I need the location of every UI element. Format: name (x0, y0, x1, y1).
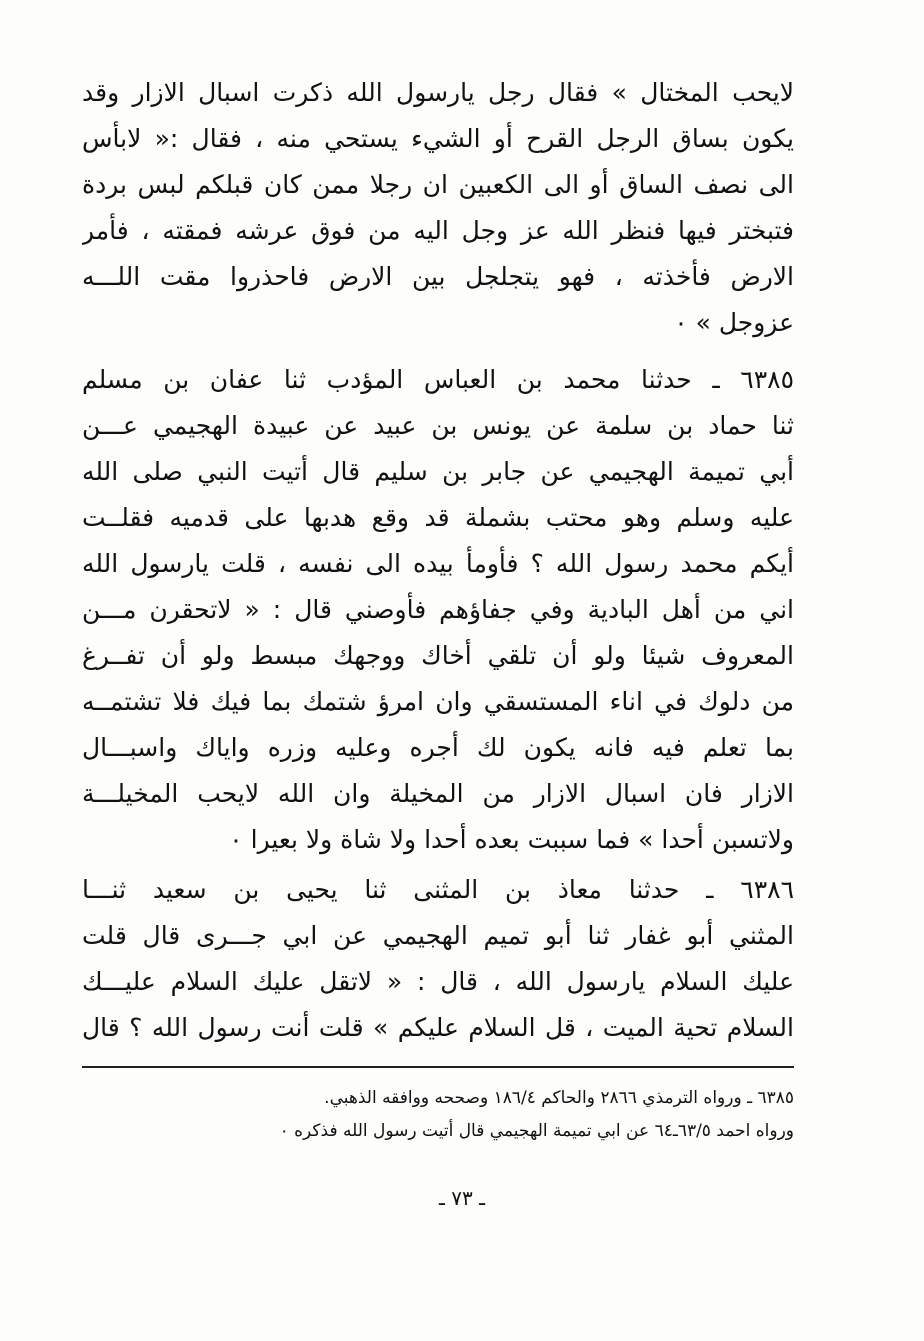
text-line: عزوجل » ٠ (674, 308, 794, 337)
text-line: ٦٣٨٦ ـ حدثنا معاذ بن المثنى ثنا يحيى بن سعيد ثنـــا (82, 875, 794, 904)
text-line: يكون بساق الرجل القرح أو الشيء يستحي منه ، فقال :« لابأس (82, 124, 794, 153)
text-line: ثنا حماد بن سلمة عن يونس بن عبيد عن عبيدة الهجيمي عـــن (82, 411, 794, 440)
text-line: ٦٣٨٥ ـ حدثنا محمد بن العباس المؤدب ثنا عفان بن مسلم (82, 365, 794, 394)
text-line: اني من أهل البادية وفي جفاؤهم فأوصني قال : « لاتحقرن مـــن (82, 595, 794, 624)
footnote-line: ورواه احمد ٦٣/٥ـ٦٤ عن ابي تميمة الهجيمي قال أتيت رسول الله فذكره ٠ (279, 1121, 794, 1141)
hadith-6385 (82, 357, 794, 863)
footnote-line: ٦٣٨٥ ـ ورواه الترمذي ٢٨٦٦ والحاكم ١٨٦/٤ وصححه ووافقه الذهبي. (324, 1088, 794, 1108)
text-line: أيكم محمد رسول الله ؟ فأومأ بيده الى نفسه ، قلت يارسول الله (82, 549, 794, 578)
hadith-6386 (82, 867, 794, 1051)
footnote-divider (82, 1066, 794, 1068)
text-line: الازار فان اسبال الازار من المخيلة وان الله لايحب المخيلـــة (82, 779, 794, 808)
text-line: السلام تحية الميت ، قل السلام عليكم » قلت أنت رسول الله ؟ قال (82, 1013, 794, 1042)
text-line: فتبختر فيها فنظر الله عز وجل اليه من فوق عرشه فمقته ، فأمر (82, 216, 794, 245)
text-line: ولاتسبن أحدا » فما سببت بعده أحدا ولا شاة ولا بعيرا ٠ (229, 825, 794, 854)
text-line: أبي تميمة الهجيمي عن جابر بن سليم قال أتيت النبي صلى الله (82, 457, 794, 486)
text-line: بما تعلم فيه فانه يكون لك أجره وعليه وزره واياك واسبـــال (82, 733, 794, 762)
footnotes (82, 1082, 794, 1148)
text-line: الارض فأخذته ، فهو يتجلجل بين الارض فاحذروا مقت اللـــه (82, 262, 794, 291)
text-line: المثني أبو غفار ثنا أبو تميم الهجيمي عن ابي جـــرى قال قلت (82, 921, 794, 950)
text-line: عليه وسلم وهو محتب بشملة قد وقع هدبها على قدميه فقلــت (82, 503, 794, 532)
page-number: ـ ٧٣ ـ (439, 1186, 485, 1210)
paragraph-continuation (82, 70, 794, 346)
text-line: الى نصف الساق أو الى الكعبين ان رجلا ممن كان قبلكم لبس بردة (82, 170, 794, 199)
text-line: من دلوك في اناء المستسقي وان امرؤ شتمك بما فيك فلا تشتمــه (82, 687, 794, 716)
text-line: عليك السلام يارسول الله ، قال : « لاتقل عليك السلام عليـــك (82, 967, 794, 996)
text-line: المعروف شيئا ولو أن تلقي أخاك ووجهك مبسط ولو أن تفــرغ (82, 641, 794, 670)
text-line: لايحب المختال » فقال رجل يارسول الله ذكرت اسبال الازار وقد (82, 78, 794, 107)
